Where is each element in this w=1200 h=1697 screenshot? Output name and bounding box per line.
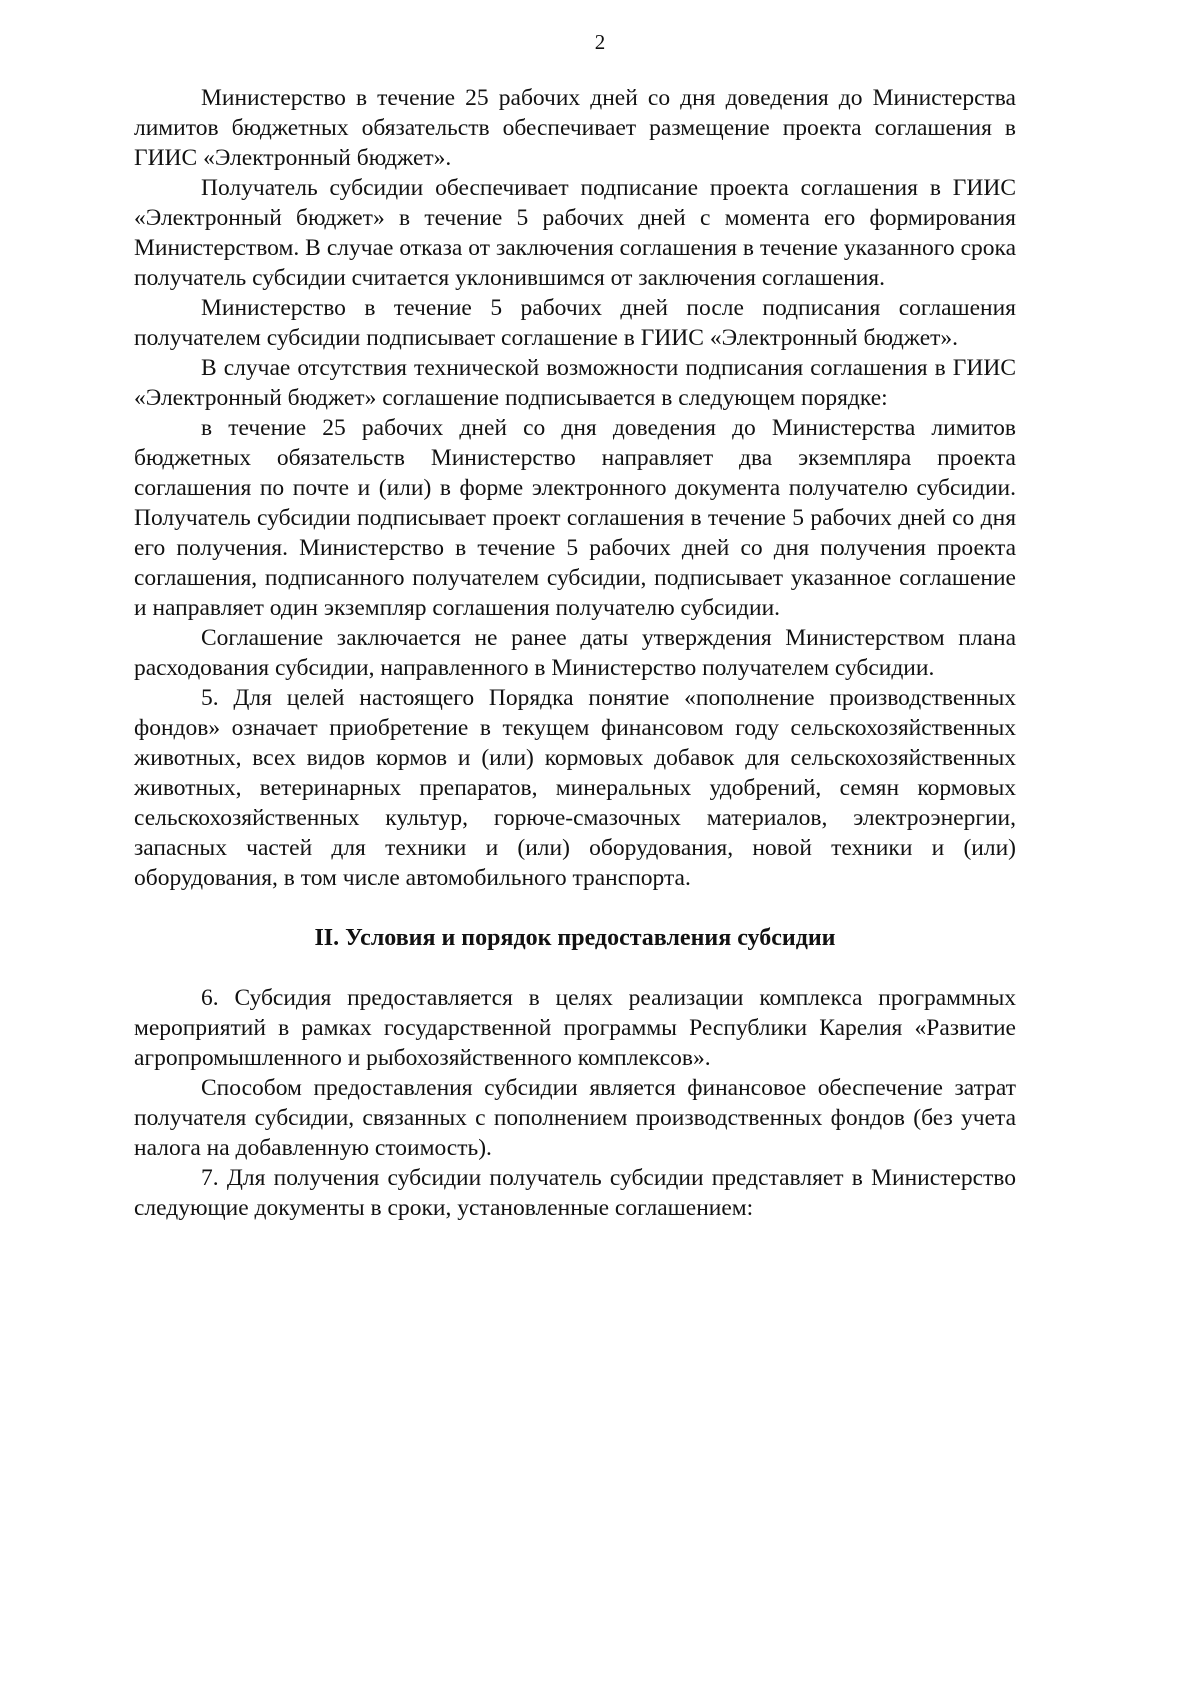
paragraph: Способом предоставления субсидии является финансовое обеспечение затрат получателя субсидии, связанных с пополнением производственных фондов (без учета налога на добавленную стоимость). [134,1075,1016,1161]
paragraph: 6. Субсидия предоставляется в целях реализации комплекса программных мероприятий в рамках государственной программы Республики Карелия «Развитие агропромышленного и рыбохозяйственного комплексов». [134,985,1016,1071]
paragraph: в течение 25 рабочих дней со дня доведения до Министерства лимитов бюджетных обязательств Министерство направляет два экземпляра проекта соглашения по почте и (или) в форме электронного документа получателю субсидии. Получатель субсидии подписывает проект соглашения в течение 5 рабочих дней со дня его получения. Министерство в течение 5 рабочих дней со дня получения проекта соглашения, подписанного получателем субсидии, подписывает указанное соглашение и направляет один экземпляр соглашения получателю субсидии. [134,415,1016,621]
section-heading: II. Условия и порядок предоставления субсидии [314,925,836,951]
section-heading-wrap [134,923,1016,953]
paragraph: Министерство в течение 5 рабочих дней после подписания соглашения получателем субсидии подписывает соглашение в ГИИС «Электронный бюджет». [134,295,1016,351]
paragraph: Соглашение заключается не ранее даты утверждения Министерством плана расходования субсидии, направленного в Министерство получателем субсидии. [134,625,1016,681]
paragraph: 7. Для получения субсидии получатель субсидии представляет в Министерство следующие документы в сроки, установленные соглашением: [134,1165,1016,1221]
page-number: 2 [594,30,606,54]
paragraph: Министерство в течение 25 рабочих дней со дня доведения до Министерства лимитов бюджетных обязательств обеспечивает размещение проекта соглашения в ГИИС «Электронный бюджет». [134,85,1016,171]
paragraph: 5. Для целей настоящего Порядка понятие «пополнение производственных фондов» означает приобретение в текущем финансовом году сельскохозяйственных животных, всех видов кормов и (или) кормовых добавок для сельскохозяйственных животных, ветеринарных препаратов, минеральных удобрений, семян кормовых сельскохозяйственных культур, горюче-смазочных материалов, электроэнергии, запасных частей для техники и (или) оборудования, новой техники и (или) оборудования, в том числе автомобильного транспорта. [134,685,1016,891]
document-body [134,83,1016,1223]
paragraph: Получатель субсидии обеспечивает подписание проекта соглашения в ГИИС «Электронный бюджет» в течение 5 рабочих дней с момента его формирования Министерством. В случае отказа от заключения соглашения в течение указанного срока получатель субсидии считается уклонившимся от заключения соглашения. [134,175,1016,291]
paragraph: В случае отсутствия технической возможности подписания соглашения в ГИИС «Электронный бюджет» соглашение подписывается в следующем порядке: [134,355,1016,411]
